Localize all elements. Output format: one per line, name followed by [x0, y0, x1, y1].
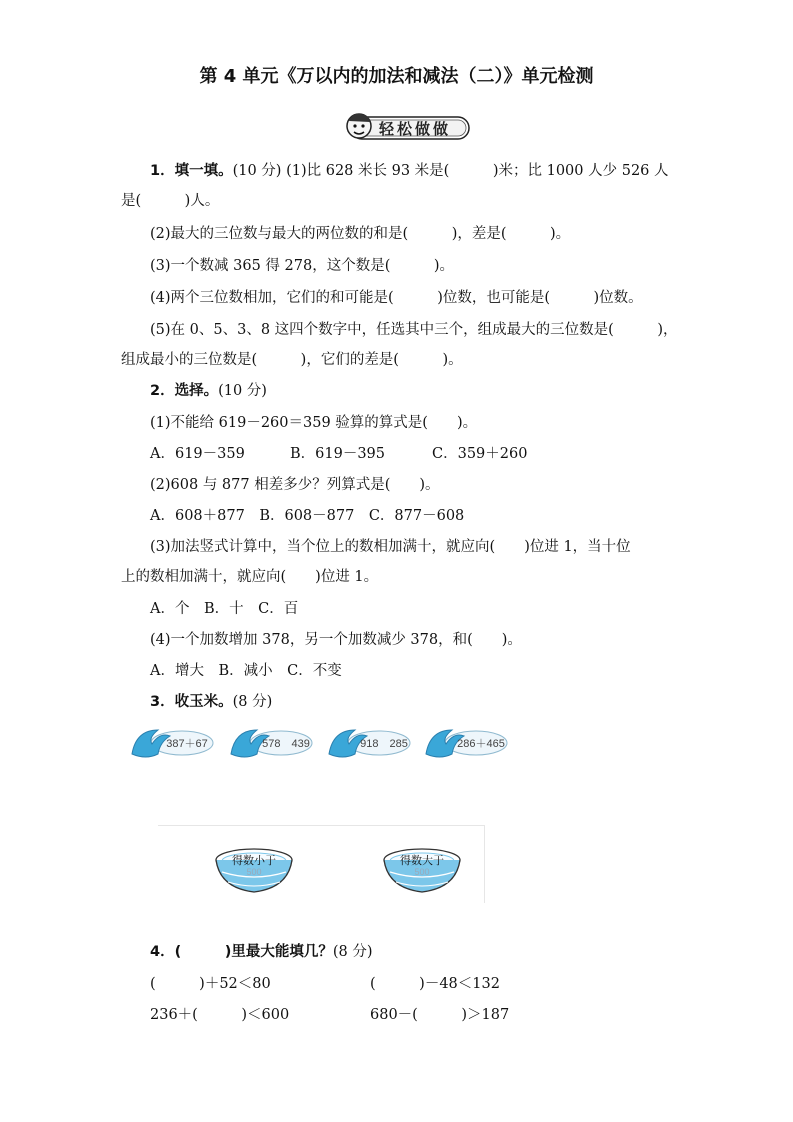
q1-line5b: 组成最小的三位数是( )，它们的差是( )。	[121, 352, 463, 368]
corn-expression: 918 285	[360, 738, 408, 750]
bowl-number: 500	[246, 867, 262, 877]
corn-expression: 578 439	[262, 738, 310, 750]
bowl-area	[158, 825, 485, 903]
page-title: 第 4 单元《万以内的加法和减法（二）》单元检测	[199, 66, 594, 87]
q2-s3: (3)加法竖式计算中，当个位上的数相加满十，就应向( )位进 1，当十位	[150, 539, 631, 555]
corn-item-2[interactable]	[229, 724, 313, 762]
q3-points: (8 分)	[232, 694, 273, 710]
bowl-greater-than[interactable]	[382, 846, 462, 894]
q1-line5: (5)在 0、5、3、8 这四个数字中，任选其中三个，组成最大的三位数是( )，	[150, 322, 678, 338]
corn-expression: 286＋465	[457, 738, 505, 750]
q4-row2-right: 680－( )＞187	[370, 1007, 510, 1023]
q2-s3b: 上的数相加满十，就应向( )位进 1。	[121, 569, 379, 585]
section-badge	[343, 110, 473, 144]
q2-s4-options: A．增大 B．减小 C．不变	[150, 663, 342, 679]
badge-text: 轻松做做	[379, 120, 452, 138]
corn-expression: 387＋67	[166, 738, 208, 750]
q4-row1-right: ( )－48＜132	[370, 976, 500, 992]
q4-points: (8 分)	[332, 944, 373, 960]
bowl-label: 得数小于	[232, 854, 276, 867]
q2-s1: (1)不能给 619－260＝359 验算的算式是( )。	[150, 415, 478, 431]
corn-item-4[interactable]	[424, 724, 508, 762]
q4-row1-left: ( )＋52＜80	[150, 976, 271, 992]
corn-item-3[interactable]	[327, 724, 411, 762]
q2-s1-option-b: B．619－395	[290, 446, 386, 462]
q4-row2-left: 236＋( )＜600	[150, 1007, 290, 1023]
q2-s3-options: A．个 B．十 C．百	[150, 601, 299, 617]
q1-heading: 1．填一填。	[150, 163, 233, 179]
q3-heading: 3．收玉米。	[150, 694, 233, 710]
q2-s2-options: A．608＋877 B．608－877 C．877－608	[150, 508, 465, 524]
q2-s1-option-c: C．359＋260	[432, 446, 528, 462]
q2-s2: (2)608 与 877 相差多少？列算式是( )。	[150, 477, 440, 493]
q4-heading: 4．( )里最大能填几？	[150, 944, 333, 960]
q2-points: (10 分)	[218, 383, 267, 399]
bowl-less-than[interactable]	[214, 846, 294, 894]
q3-heading-line	[150, 692, 272, 712]
q1-line4: (4)两个三位数相加，它们的和可能是( )位数，也可能是( )位数。	[150, 290, 643, 306]
q4-heading-line	[150, 942, 373, 962]
q2-heading-line	[150, 381, 267, 401]
corn-item-1[interactable]	[130, 724, 214, 762]
q2-s1-option-a: A．619－359	[150, 446, 245, 462]
q1-line1b: 是( )人。	[121, 193, 220, 209]
q2-heading: 2．选择。	[150, 383, 219, 399]
q1-line2: (2)最大的三位数与最大的两位数的和是( )，差是( )。	[150, 226, 571, 242]
bowl-number: 500	[414, 867, 430, 877]
bowl-label: 得数大于	[400, 854, 444, 867]
q1-line3: (3)一个数减 365 得 278，这个数是( )。	[150, 258, 455, 274]
q1-line1-text: (10 分) (1)比 628 米长 93 米是( )米；比 1000 人少 526 人	[232, 163, 669, 179]
q2-s4: (4)一个加数增加 378，另一个加数减少 378，和( )。	[150, 632, 522, 648]
q1-line1	[150, 161, 669, 181]
